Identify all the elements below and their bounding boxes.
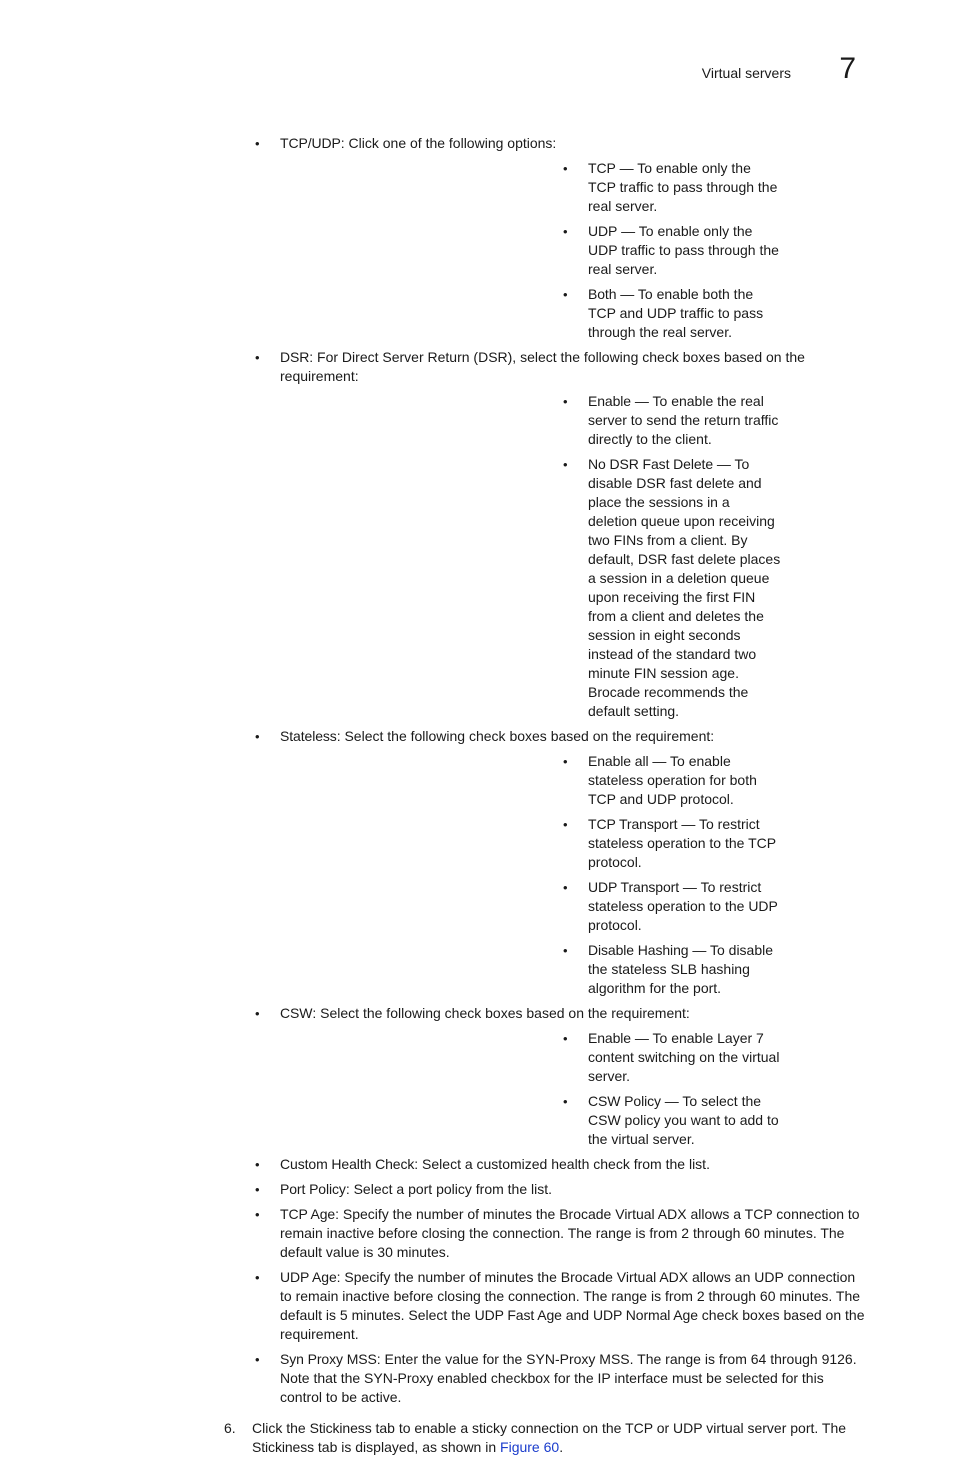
description: — To restrict stateless operation to the TCP protocol.: [588, 816, 776, 870]
bullet-icon: •: [563, 817, 568, 832]
description: — To enable only the TCP traffic to pass through the real server.: [588, 160, 778, 214]
term: Enable: [588, 393, 631, 409]
section-title: Virtual servers: [701, 65, 791, 81]
bullet-icon: •: [255, 1157, 260, 1172]
sub-list-item: [280, 941, 868, 998]
sub-list-item: [280, 878, 868, 935]
description: : Select the following check boxes based on the requirement:: [336, 728, 715, 744]
term: TCP/UDP: [280, 135, 341, 151]
page-body: [0, 134, 954, 1457]
bullet-icon: •: [563, 1094, 568, 1109]
chapter-number: 7: [839, 52, 856, 85]
sub-list-item: [280, 815, 868, 872]
description: — To enable Layer 7 content switching on the virtual server.: [588, 1030, 780, 1084]
list-item: [0, 1155, 954, 1174]
list-item: [0, 727, 954, 998]
description: : Select a customized health check from the list.: [414, 1156, 710, 1172]
description: : Click one of the following options:: [340, 135, 557, 151]
description: — To restrict stateless operation to the UDP protocol.: [588, 879, 778, 933]
list-item-syn-proxy: [0, 1350, 954, 1407]
term: CSW Policy: [588, 1093, 661, 1109]
description: and: [561, 1307, 593, 1323]
bullet-icon: •: [255, 1182, 260, 1197]
term: DSR: [280, 349, 310, 365]
term: Stickiness: [252, 1439, 315, 1455]
term: Stickiness: [309, 1420, 372, 1436]
term: CSW: [280, 1005, 313, 1021]
term: Both: [588, 286, 617, 302]
bullet-icon: •: [255, 1207, 260, 1222]
description: — To disable DSR fast delete and place the sessions in a deletion queue upon receiving two FINs from a client. By default, DSR fast delete places a session in a deletion queue upon receiving the first FIN from a client and deletes the session in eight seconds instead of the standard two minute FIN session age. Brocade recommends the default setting.: [588, 456, 781, 719]
term: Enable: [588, 1030, 631, 1046]
sub-list-item: [280, 222, 868, 279]
term: Port Policy: [280, 1181, 346, 1197]
term: Custom Health Check: [280, 1156, 415, 1172]
sub-list-item: [280, 392, 868, 449]
bullet-icon: •: [255, 136, 260, 151]
term: Syn Proxy MSS: [280, 1351, 377, 1367]
description: : For Direct Server Return (DSR), select the following check boxes based on the requirement:: [280, 349, 805, 384]
list-item-udp-age: [0, 1268, 954, 1344]
list-item: [0, 1180, 954, 1199]
list-item: [0, 1004, 954, 1149]
bullet-icon: •: [255, 1006, 260, 1021]
description: check boxes based on the requirement.: [280, 1307, 865, 1342]
term: UDP Transport: [588, 879, 680, 895]
term: UDP Age: [280, 1269, 337, 1285]
term: UDP Normal Age: [592, 1307, 698, 1323]
bullet-icon: •: [255, 1270, 260, 1285]
description: — To select the CSW policy you want to add to the virtual server.: [588, 1093, 779, 1147]
description: : Enter the value for the SYN-Proxy MSS. The range is from 64 through 9126. Note that the SYN-Proxy enabled checkbox for the IP interface must be selected for this control to be active.: [280, 1351, 857, 1405]
bullet-icon: •: [563, 224, 568, 239]
term: Enable all: [588, 753, 649, 769]
description: — To enable both the TCP and UDP traffic to pass through the real server.: [588, 286, 764, 340]
sub-list-item: [280, 752, 868, 809]
sub-list-item: [280, 285, 868, 342]
list-item: [0, 1205, 954, 1262]
term: No DSR Fast Delete: [588, 456, 714, 472]
sub-list-item: [280, 1092, 868, 1149]
bullet-icon: •: [255, 350, 260, 365]
bullet-icon: •: [563, 943, 568, 958]
term: TCP Transport: [588, 816, 678, 832]
list-item: [0, 134, 954, 342]
bullet-icon: •: [255, 729, 260, 744]
step-text: tab to enable a sticky connection on the TCP or UDP virtual server port. The: [371, 1420, 847, 1436]
option-list: [0, 134, 954, 1262]
description: : Specify the number of minutes the Brocade Virtual ADX allows an UDP connection to remain inactive before closing the connection. The range is from 2 through 60 minutes. The default is 5 minutes. Select the: [280, 1269, 861, 1323]
description: — To disable the stateless SLB hashing algorithm for the port.: [588, 942, 774, 996]
list-item: [0, 348, 954, 721]
description: — To enable stateless operation for both TCP and UDP protocol.: [588, 753, 757, 807]
bullet-icon: •: [255, 1352, 260, 1367]
term: UDP Fast Age: [474, 1307, 562, 1323]
sub-list-item: [280, 1029, 868, 1086]
step-number: 6.: [224, 1420, 236, 1436]
step-text: Click the: [252, 1420, 310, 1436]
term: Stateless: [280, 728, 337, 744]
description: — To enable only the UDP traffic to pass through the real server.: [588, 223, 779, 277]
bullet-icon: •: [563, 287, 568, 302]
sub-list-item: [280, 159, 868, 216]
description: — To enable the real server to send the return traffic directly to the client.: [588, 393, 779, 447]
description: : Select the following check boxes based on the requirement:: [312, 1005, 690, 1021]
bullet-icon: •: [563, 457, 568, 472]
term: UDP: [588, 223, 618, 239]
bullet-icon: •: [563, 394, 568, 409]
figure-link[interactable]: Figure 60: [500, 1439, 560, 1455]
description: : Select a port policy from the list.: [345, 1181, 553, 1197]
step-6: [0, 1419, 954, 1457]
term: TCP Age: [280, 1206, 336, 1222]
term: Disable Hashing: [588, 942, 689, 958]
bullet-icon: •: [563, 880, 568, 895]
term: TCP: [588, 160, 616, 176]
bullet-icon: •: [563, 1031, 568, 1046]
bullet-icon: •: [563, 754, 568, 769]
description: : Specify the number of minutes the Brocade Virtual ADX allows a TCP connection to remain inactive before closing the connection. The range is from 2 through 60 minutes. The default value is 30 minutes.: [280, 1206, 860, 1260]
step-text: .: [559, 1439, 564, 1455]
bullet-icon: •: [563, 161, 568, 176]
step-text: tab is displayed, as shown in: [314, 1439, 501, 1455]
sub-list-item: [280, 455, 868, 721]
